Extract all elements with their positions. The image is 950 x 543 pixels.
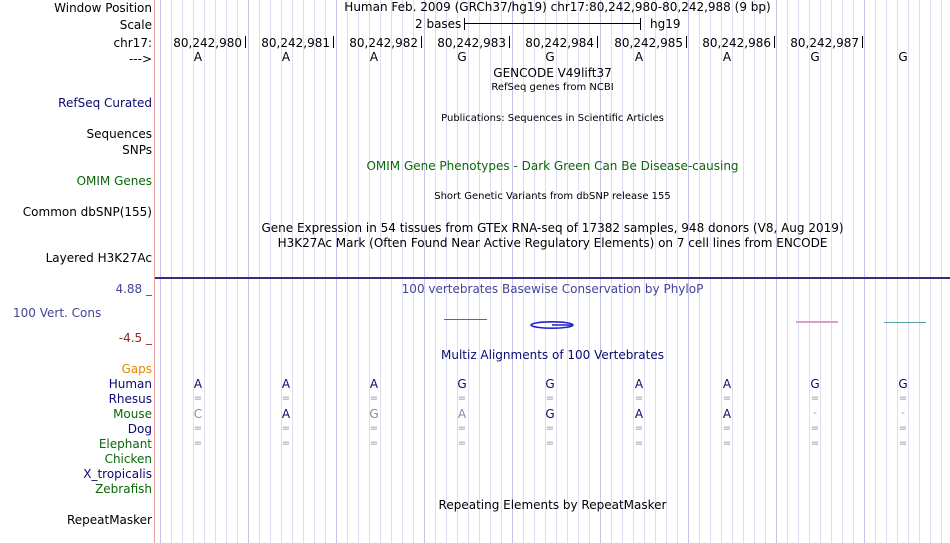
- alignment-base: -: [901, 408, 905, 419]
- alignment-base: A: [634, 377, 644, 391]
- refseq-curated-label[interactable]: RefSeq Curated: [58, 96, 152, 110]
- alignment-base: A: [634, 407, 644, 421]
- alignment-base: =: [810, 423, 820, 434]
- scale-bar: [464, 23, 641, 24]
- species-label-elephant[interactable]: Elephant: [98, 437, 152, 451]
- scale-bar-right-end: [640, 18, 641, 30]
- reference-base: A: [193, 50, 203, 64]
- alignment-base: A: [281, 407, 291, 421]
- position-tick: [421, 36, 422, 48]
- alignment-base: A: [281, 377, 291, 391]
- alignment-base: =: [281, 438, 291, 449]
- alignment-base: =: [369, 438, 379, 449]
- scale-value: 2 bases: [415, 17, 462, 31]
- species-label-human[interactable]: Human: [108, 377, 152, 391]
- position-label: 80,242,980: [173, 36, 242, 50]
- position-label: 80,242,981: [261, 36, 330, 50]
- alignment-base: =: [722, 393, 732, 404]
- alignment-base: =: [898, 423, 908, 434]
- conservation-mark: [884, 322, 926, 323]
- position-tick: [686, 36, 687, 48]
- position-label: 80,242,985: [614, 36, 683, 50]
- conservation-g-glyph: [530, 321, 574, 329]
- strand-label: --->: [128, 52, 152, 66]
- position-label: 80,242,987: [790, 36, 859, 50]
- alignment-base: =: [810, 438, 820, 449]
- alignment-base: =: [810, 393, 820, 404]
- alignment-base: =: [545, 393, 555, 404]
- alignment-base: -: [813, 408, 817, 419]
- alignment-base: =: [281, 423, 291, 434]
- alignment-base: =: [193, 438, 203, 449]
- alignment-base: =: [722, 438, 732, 449]
- position-tick: [862, 36, 863, 48]
- alignment-base: =: [193, 393, 203, 404]
- position-tick: [509, 36, 510, 48]
- alignment-base: A: [722, 407, 732, 421]
- alignment-base: =: [722, 423, 732, 434]
- reference-base: G: [545, 50, 555, 64]
- position-label: 80,242,982: [349, 36, 418, 50]
- reference-base: G: [457, 50, 467, 64]
- species-label-mouse[interactable]: Mouse: [113, 407, 152, 421]
- alignment-base: =: [898, 393, 908, 404]
- snps-label[interactable]: SNPs: [122, 143, 152, 157]
- conservation-label[interactable]: 100 Vert. Cons: [13, 306, 102, 320]
- alignment-base: G: [545, 377, 555, 391]
- position-tick: [597, 36, 598, 48]
- window-position-value: Human Feb. 2009 (GRCh37/hg19) chr17:80,242,980-80,242,988 (9 bp): [344, 0, 771, 14]
- conservation-max: 4.88 _: [115, 282, 152, 296]
- layered-h3k27ac-label[interactable]: Layered H3K27Ac: [45, 251, 152, 265]
- position-label: 80,242,983: [437, 36, 506, 50]
- common-dbsnp-label[interactable]: Common dbSNP(155): [22, 205, 152, 219]
- gtex-track-title[interactable]: Gene Expression in 54 tissues from GTEx RNA-seq of 17382 samples, 948 donors (V8, Aug 2019): [261, 221, 844, 235]
- chromosome-label: chr17:: [113, 36, 152, 50]
- alignment-base: =: [281, 393, 291, 404]
- dbsnp-track-title[interactable]: Short Genetic Variants from dbSNP release 155: [434, 191, 671, 202]
- alignment-base: =: [457, 393, 467, 404]
- reference-base: A: [722, 50, 732, 64]
- alignment-base: C: [193, 407, 203, 421]
- sequences-label[interactable]: Sequences: [86, 127, 152, 141]
- scale-assembly: hg19: [650, 17, 681, 31]
- position-label: 80,242,986: [702, 36, 771, 50]
- alignment-base: =: [369, 393, 379, 404]
- repeatmasker-track-title[interactable]: Repeating Elements by RepeatMasker: [438, 498, 667, 512]
- conservation-mark: [444, 319, 487, 320]
- publications-track-title[interactable]: Publications: Sequences in Scientific Articles: [441, 113, 664, 124]
- species-label-dog[interactable]: Dog: [127, 422, 152, 436]
- alignment-base: =: [193, 423, 203, 434]
- alignment-base: A: [193, 377, 203, 391]
- conservation-mark: [796, 321, 838, 323]
- omim-genes-label[interactable]: OMIM Genes: [76, 174, 152, 188]
- alignment-base: =: [457, 423, 467, 434]
- conservation-mark: [530, 314, 574, 322]
- position-tick: [333, 36, 334, 48]
- alignment-base: G: [898, 377, 908, 391]
- alignment-base: =: [457, 438, 467, 449]
- alignment-base: =: [545, 438, 555, 449]
- alignment-base: =: [634, 393, 644, 404]
- reference-base: A: [281, 50, 291, 64]
- alignment-base: =: [898, 438, 908, 449]
- position-label: 80,242,984: [525, 36, 594, 50]
- repeatmasker-label[interactable]: RepeatMasker: [66, 513, 152, 527]
- alignment-base: =: [369, 423, 379, 434]
- species-label-chicken[interactable]: Chicken: [104, 452, 152, 466]
- species-label-zebrafish[interactable]: Zebrafish: [95, 482, 152, 496]
- scale-bar-left-end: [464, 18, 465, 30]
- position-tick: [245, 36, 246, 48]
- alignment-base: =: [634, 423, 644, 434]
- alignment-base: A: [457, 407, 467, 421]
- reference-base: A: [634, 50, 644, 64]
- alignment-base: G: [810, 377, 820, 391]
- conservation-track-title[interactable]: 100 vertebrates Basewise Conservation by PhyloP: [401, 282, 704, 296]
- species-label-rhesus[interactable]: Rhesus: [108, 392, 152, 406]
- multiz-track-title[interactable]: Multiz Alignments of 100 Vertebrates: [440, 348, 665, 362]
- window-position-label: Window Position: [54, 1, 152, 15]
- gencode-track-title[interactable]: GENCODE V49lift37: [493, 66, 612, 80]
- refseq-track-title[interactable]: RefSeq genes from NCBI: [491, 82, 614, 93]
- alignment-base: G: [369, 407, 379, 421]
- alignment-base: G: [545, 407, 555, 421]
- alignment-base: =: [634, 438, 644, 449]
- conservation-min: -4.5 _: [118, 331, 152, 345]
- alignment-base: A: [722, 377, 732, 391]
- h3k27ac-track-title[interactable]: H3K27Ac Mark (Often Found Near Active Regulatory Elements) on 7 cell lines from ENCODE: [277, 236, 828, 250]
- omim-track-title[interactable]: OMIM Gene Phenotypes - Dark Green Can Be Disease-causing: [366, 159, 739, 173]
- alignment-base: =: [545, 423, 555, 434]
- alignment-base: G: [457, 377, 467, 391]
- gaps-label[interactable]: Gaps: [121, 362, 152, 376]
- reference-base: G: [898, 50, 908, 64]
- alignment-base: A: [369, 377, 379, 391]
- reference-base: A: [369, 50, 379, 64]
- reference-base: G: [810, 50, 820, 64]
- track-divider: [155, 277, 950, 279]
- position-tick: [774, 36, 775, 48]
- scale-label: Scale: [119, 18, 152, 32]
- species-label-x_tropicalis[interactable]: X_tropicalis: [83, 467, 152, 481]
